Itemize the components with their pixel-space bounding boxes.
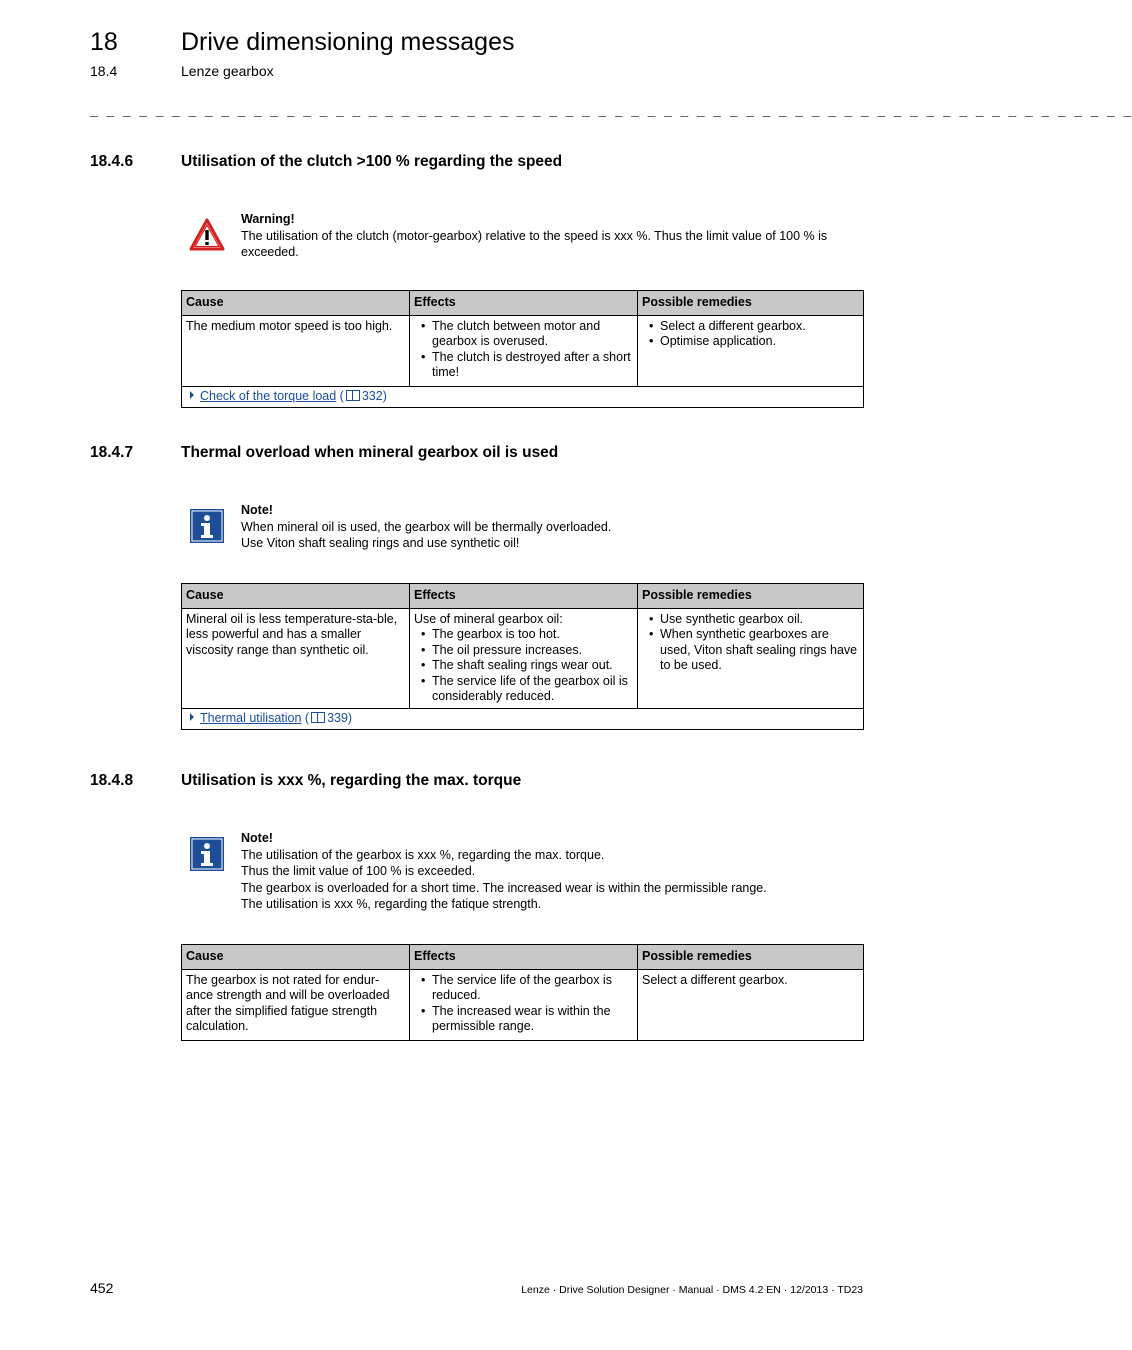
list-item: • The clutch is destroyed after a short time! — [432, 350, 633, 381]
info-notice — [189, 502, 869, 554]
link-row — [182, 386, 864, 408]
link-cell — [182, 386, 864, 408]
section-heading-title: Thermal overload when mineral gearbox oil is used — [181, 444, 559, 461]
warning-notice — [189, 211, 869, 263]
message-table-18-4-8 — [181, 944, 864, 1041]
section-number: 18.4 — [90, 63, 118, 79]
cause-cell: The gearbox is not rated for endur-ance strength and will be overloaded after the simplified fatigue strength calculation. — [182, 969, 410, 1040]
notice-line: The gearbox is overloaded for a short time. The increased wear is within the permissible range. — [241, 880, 767, 895]
notice-line: Use Viton shaft sealing rings and use synthetic oil! — [241, 536, 520, 550]
warning-icon — [189, 217, 225, 253]
section-heading-title: Utilisation is xxx %, regarding the max. torque — [181, 772, 522, 789]
arrow-icon — [190, 713, 194, 721]
info-icon — [189, 508, 225, 544]
notice-title: Note! — [241, 831, 273, 845]
list-item: • Select a different gearbox. — [660, 319, 859, 335]
link-page-ref: 332) — [361, 388, 387, 403]
remedies-cell: Select a different gearbox. — [638, 969, 864, 1040]
header-effects: Effects — [410, 945, 638, 970]
table-row — [182, 969, 864, 1040]
cause-cell: The medium motor speed is too high. — [182, 315, 410, 386]
notice-line: The utilisation of the gearbox is xxx %, regarding the max. torque. — [241, 847, 605, 862]
chapter-title: Drive dimensioning messages — [181, 28, 515, 56]
info-icon — [189, 836, 225, 872]
table-row — [182, 608, 864, 708]
header-remedies: Possible remedies — [638, 584, 864, 609]
list-item: • When synthetic gearboxes are used, Viton shaft sealing rings have to be used. — [660, 627, 859, 674]
table-header-row — [182, 584, 864, 609]
header-remedies: Possible remedies — [638, 291, 864, 316]
section-heading-number: 18.4.7 — [90, 444, 134, 461]
effects-cell — [410, 969, 638, 1040]
list-item: • The gearbox is too hot. — [432, 627, 633, 643]
list-item: • The service life of the gearbox is reduced. — [432, 973, 633, 1004]
chapter-number: 18 — [90, 28, 118, 56]
section-heading-18-4-7 — [90, 444, 558, 462]
header-cause: Cause — [182, 945, 410, 970]
section-heading-title: Utilisation of the clutch >100 % regarding the speed — [181, 153, 563, 170]
header-effects: Effects — [410, 291, 638, 316]
header-remedies: Possible remedies — [638, 945, 864, 970]
notice-line: When mineral oil is used, the gearbox will be thermally overloaded. — [241, 519, 612, 534]
link-thermal-utilisation[interactable]: Thermal utilisation — [200, 710, 302, 725]
notice-line: Thus the limit value of 100 % is exceeded. — [241, 864, 476, 878]
link-ref-open: ( — [301, 710, 310, 725]
section-heading-18-4-6 — [90, 153, 562, 171]
header-rule: _ _ _ _ _ _ _ _ _ _ _ _ _ _ _ _ _ _ _ _ _ _ _ _ _ _ _ _ _ _ _ _ _ _ _ _ _ _ _ _ _ _ _ _ _ _ _ _ _ _ _ _ _ _ _ _ _ _ _ _ _ _ _ _ — [90, 104, 1132, 119]
table-header-row — [182, 945, 864, 970]
list-item: • The clutch between motor and gearbox is overused. — [432, 319, 633, 350]
section-heading-number: 18.4.8 — [90, 772, 134, 789]
link-cell — [182, 708, 864, 730]
list-item: • Optimise application. — [660, 334, 859, 350]
cause-cell: Mineral oil is less temperature-sta-ble, less powerful and has a smaller viscosity range than synthetic oil. — [182, 608, 410, 708]
table-header-row — [182, 291, 864, 316]
book-icon — [346, 390, 360, 401]
page-number: 452 — [90, 1280, 114, 1296]
section-heading-18-4-8 — [90, 772, 521, 790]
table-row — [182, 315, 864, 386]
effects-cell — [410, 315, 638, 386]
link-row — [182, 708, 864, 730]
footer-doc-info: Lenze · Drive Solution Designer · Manual · DMS 4.2 EN · 12/2013 · TD23 — [521, 1284, 863, 1296]
link-page-ref: 339) — [327, 710, 353, 725]
info-notice — [189, 830, 869, 916]
link-check-torque-load[interactable]: Check of the torque load — [200, 388, 337, 403]
effects-intro: Use of mineral gearbox oil: — [414, 611, 563, 626]
remedies-cell — [638, 608, 864, 708]
list-item: • The increased wear is within the permissible range. — [432, 1004, 633, 1035]
list-item: • The oil pressure increases. — [432, 643, 633, 659]
notice-title: Note! — [241, 503, 273, 517]
book-icon — [311, 712, 325, 723]
link-ref-open: ( — [336, 388, 344, 403]
message-table-18-4-6 — [181, 290, 864, 408]
section-title: Lenze gearbox — [181, 63, 274, 79]
notice-title: Warning! — [241, 212, 295, 226]
arrow-icon — [190, 391, 194, 399]
header-cause: Cause — [182, 584, 410, 609]
effects-cell — [410, 608, 638, 708]
remedies-cell — [638, 315, 864, 386]
list-item: • The shaft sealing rings wear out. — [432, 658, 633, 674]
notice-line: The utilisation of the clutch (motor-gearbox) relative to the speed is xxx %. Thus the limit value of 100 % is exceeded. — [241, 228, 828, 259]
header-effects: Effects — [410, 584, 638, 609]
list-item: • The service life of the gearbox oil is considerably reduced. — [432, 674, 633, 705]
list-item: • Use synthetic gearbox oil. — [660, 612, 859, 628]
notice-line: The utilisation is xxx %, regarding the fatique strength. — [241, 897, 542, 911]
message-table-18-4-7 — [181, 583, 864, 730]
section-heading-number: 18.4.6 — [90, 153, 134, 170]
header-cause: Cause — [182, 291, 410, 316]
